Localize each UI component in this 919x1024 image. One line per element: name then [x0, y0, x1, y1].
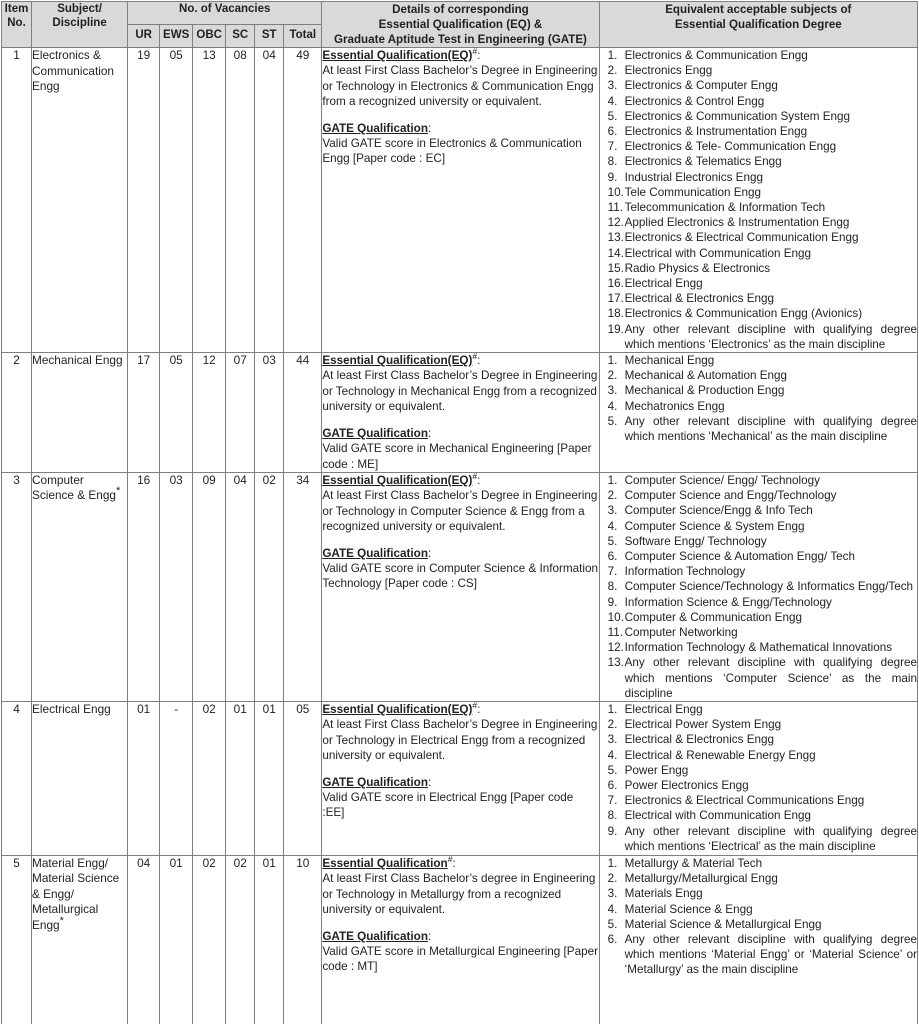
list-item: [600, 124, 917, 139]
cell-item-no: 4: [2, 701, 32, 855]
list-item-number: 2.: [607, 369, 618, 383]
list-item-number: 1.: [607, 354, 618, 368]
list-item: [600, 63, 917, 78]
list-item-number: 10.: [607, 610, 624, 624]
gate-heading: [322, 929, 598, 944]
cell-vacancy-sc: 04: [226, 472, 255, 701]
gate-heading: [322, 775, 598, 790]
list-item-number: 9.: [607, 595, 618, 609]
cell-vacancy-ews: 05: [160, 48, 193, 353]
eq-heading-colon: :: [452, 856, 456, 870]
cell-item-no: 5: [2, 855, 32, 1024]
cell-vacancy-obc: 02: [193, 701, 226, 855]
subject-star-marker: *: [59, 915, 64, 928]
list-item-number: 19.: [607, 322, 624, 336]
cell-item-no: 3: [2, 472, 32, 701]
list-item-number: 2.: [607, 718, 618, 732]
list-item-number: 6.: [607, 778, 618, 792]
list-item-label: Electronics & Communication Engg: [624, 49, 808, 62]
subject-label: Electrical Engg: [32, 701, 111, 716]
list-item: [600, 824, 917, 854]
cell-vacancy-ews: -: [160, 701, 193, 855]
gate-heading: [322, 121, 598, 136]
list-item: [600, 473, 917, 488]
list-item: [600, 322, 917, 352]
list-item: [600, 778, 917, 793]
eq-heading-label: Essential Qualification: [322, 856, 448, 870]
cell-item-no: 2: [2, 353, 32, 473]
list-item: [600, 534, 917, 549]
list-item-label: Power Electronics Engg: [624, 778, 749, 792]
cell-equivalent-subjects: [599, 48, 917, 353]
list-item-number: 4.: [607, 94, 618, 108]
subject-star-marker: *: [115, 485, 121, 498]
list-item-label: Metallurgy & Material Tech: [624, 856, 763, 870]
list-item: [600, 625, 917, 640]
list-item-label: Applied Electronics & Instrumentation Engg: [624, 216, 850, 230]
list-item-number: 3.: [607, 384, 618, 398]
header-subject: [32, 2, 128, 48]
list-item: [600, 748, 917, 763]
header-details-line2: Essential Qualification (EQ) &: [378, 18, 543, 31]
list-item: [600, 276, 917, 291]
cell-subject: [32, 48, 128, 353]
gate-heading-colon: :: [427, 929, 432, 943]
cell-vacancy-st: 01: [255, 701, 284, 855]
list-item: [600, 856, 917, 871]
header-vacancies: [128, 2, 322, 25]
cell-vacancy-sc: 02: [226, 855, 255, 1024]
list-item-number: 3.: [607, 504, 618, 518]
cell-vacancy-total: 34: [284, 472, 322, 701]
list-item-label: Mechanical & Production Engg: [624, 384, 785, 398]
gate-heading: [322, 426, 598, 441]
list-item: [600, 519, 917, 534]
list-item-label: Telecommunication & Information Tech: [624, 201, 826, 215]
cell-vacancy-obc: 12: [193, 353, 226, 473]
list-item-label: Computer Science & System Engg: [624, 519, 805, 533]
list-item-number: 4.: [607, 399, 618, 413]
list-item: [600, 917, 917, 932]
list-item-label: Any other relevant discipline with qualifying degree which mentions ‘Electronics’ as the main discipline: [624, 322, 917, 351]
gate-text: Valid GATE score in Mechanical Engineering [Paper code : ME]: [322, 442, 592, 471]
list-item-number: 1.: [607, 473, 618, 487]
list-item-number: 1.: [607, 49, 618, 62]
list-item: [600, 399, 917, 414]
cell-eq-details: [322, 48, 599, 353]
list-item: [600, 871, 917, 886]
eq-heading-colon: :: [477, 473, 481, 487]
cell-subject: [32, 353, 128, 473]
list-item-label: Any other relevant discipline with qualifying degree which mentions ‘Computer Science’ as the main discipline: [624, 656, 917, 700]
gate-heading-label: GATE Qualification: [322, 775, 428, 789]
gate-heading-colon: :: [427, 121, 432, 135]
list-item: [600, 732, 917, 747]
eq-heading-label: Essential Qualification(EQ): [322, 49, 473, 62]
cell-eq-details: [322, 855, 599, 1024]
list-item: [600, 610, 917, 625]
cell-item-no: 1: [2, 48, 32, 353]
cell-equivalent-subjects: [599, 353, 917, 473]
subject-label: Mechanical Engg: [32, 353, 123, 368]
list-item-number: 14.: [607, 246, 624, 260]
gate-heading-colon: :: [427, 426, 432, 440]
eq-heading: Essential Qualification(EQ)#:: [322, 471, 481, 487]
eq-heading-colon: :: [477, 49, 481, 62]
list-item-label: Electrical with Communication Engg: [624, 809, 812, 823]
list-item-label: Material Science & Metallurgical Engg: [624, 917, 822, 931]
list-item: [600, 261, 917, 276]
list-item-number: 8.: [607, 155, 618, 169]
list-item-label: Electronics & Computer Engg: [624, 79, 778, 93]
list-item-label: Electrical & Electronics Engg: [624, 292, 775, 306]
list-item: [600, 230, 917, 245]
gate-text: Valid GATE score in Computer Science & Information Technology [Paper code : CS]: [322, 561, 598, 591]
cell-eq-details: [322, 472, 599, 701]
cell-vacancy-total: 10: [284, 855, 322, 1024]
list-item: [600, 215, 917, 230]
list-item-label: Electrical & Renewable Energy Engg: [624, 748, 816, 762]
list-item: [600, 185, 917, 200]
list-item-label: Mechanical Engg: [624, 354, 715, 368]
list-item-label: Electrical & Electronics Engg: [624, 733, 775, 747]
list-item-number: 5.: [607, 109, 618, 123]
list-item: [600, 170, 917, 185]
eq-heading: Essential Qualification(EQ)#:: [322, 700, 481, 716]
cell-vacancy-total: 49: [284, 48, 322, 353]
gate-text: Valid GATE score in Metallurgical Engineering [Paper code : MT]: [322, 944, 598, 974]
list-item-number: 7.: [607, 140, 618, 154]
header-equivalent-line1: Equivalent acceptable subjects of: [665, 3, 852, 16]
cell-vacancy-ews: 03: [160, 472, 193, 701]
list-item: [600, 48, 917, 63]
cell-vacancy-st: 03: [255, 353, 284, 473]
list-item-label: Electronics & Communication Engg (Avionics): [624, 307, 863, 321]
eq-heading: Essential Qualification#:: [322, 854, 456, 870]
list-item-label: Computer Science/Engg & Info Tech: [624, 504, 813, 518]
eq-heading-label: Essential Qualification(EQ): [322, 354, 473, 368]
cell-vacancy-st: 01: [255, 855, 284, 1024]
list-item-number: 13.: [607, 656, 624, 670]
eq-heading: Essential Qualification(EQ)#:: [322, 46, 481, 62]
subject-label: Material Engg/ Material Science & Engg/ Metallurgical Engg: [32, 855, 120, 932]
list-item-label: Electronics & Telematics Engg: [624, 155, 782, 169]
gate-heading-label: GATE Qualification: [322, 929, 428, 943]
list-item-label: Computer Science/ Engg/ Technology: [624, 473, 820, 487]
gate-heading-label: GATE Qualification: [322, 426, 428, 440]
list-item-label: Tele Communication Engg: [624, 185, 762, 199]
eq-spacer: [322, 110, 598, 121]
header-col-obc: OBC: [193, 25, 226, 48]
header-col-st: ST: [255, 25, 284, 48]
list-item-label: Information Technology & Mathematical Innovations: [624, 641, 893, 655]
list-item-label: Computer Science & Automation Engg/ Tech: [624, 549, 856, 563]
header-col-total: Total: [284, 25, 322, 48]
cell-vacancy-obc: 13: [193, 48, 226, 353]
list-item-label: Power Engg: [624, 763, 689, 777]
list-item-label: Electronics & Instrumentation Engg: [624, 125, 808, 139]
equivalent-subject-list: [600, 702, 917, 854]
list-item: [600, 306, 917, 321]
list-item-label: Computer Science/Technology & Informatics Engg/Tech: [624, 580, 914, 594]
list-item: [600, 793, 917, 808]
list-item-number: 3.: [607, 733, 618, 747]
list-item-label: Software Engg/ Technology: [624, 534, 767, 548]
list-item-number: 12.: [607, 641, 624, 655]
list-item-number: 9.: [607, 170, 618, 184]
list-item-label: Electrical with Communication Engg: [624, 246, 812, 260]
list-item-number: 4.: [607, 748, 618, 762]
list-item-number: 17.: [607, 292, 624, 306]
list-item-number: 7.: [607, 794, 618, 808]
header-item-no-label: Item No.: [4, 3, 29, 29]
list-item: [600, 368, 917, 383]
subject-label: Computer Science & Engg: [32, 472, 116, 503]
list-item-label: Mechanical & Automation Engg: [624, 369, 788, 383]
cell-vacancy-ews: 01: [160, 855, 193, 1024]
list-item-number: 8.: [607, 580, 618, 594]
list-item-label: Electronics & Communication System Engg: [624, 109, 851, 123]
header-equivalent: [599, 2, 917, 48]
cell-vacancy-sc: 01: [226, 701, 255, 855]
header-col-sc: SC: [226, 25, 255, 48]
list-item-label: Metallurgy/Metallurgical Engg: [624, 872, 778, 886]
gate-heading-label: GATE Qualification: [322, 546, 428, 560]
vacancy-table: [1, 1, 918, 1024]
list-item: [600, 154, 917, 169]
list-item: [600, 564, 917, 579]
cell-vacancy-obc: 02: [193, 855, 226, 1024]
gate-text: Valid GATE score in Electronics & Communication Engg [Paper code : EC]: [322, 137, 582, 166]
table-row: [2, 48, 918, 353]
list-item: [600, 488, 917, 503]
cell-vacancy-ur: 19: [128, 48, 160, 353]
list-item: [600, 291, 917, 306]
table-row: [2, 472, 918, 701]
list-item-label: Electronics & Tele- Communication Engg: [624, 140, 837, 154]
eq-heading-colon: :: [477, 702, 481, 716]
equivalent-subject-list: [600, 473, 917, 701]
cell-equivalent-subjects: [599, 701, 917, 855]
list-item-label: Electronics & Electrical Communication Engg: [624, 231, 859, 245]
eq-heading-colon: :: [477, 354, 481, 368]
list-item-number: 2.: [607, 489, 618, 503]
header-row-1: [2, 2, 918, 25]
cell-vacancy-ur: 04: [128, 855, 160, 1024]
list-item: [600, 702, 917, 717]
list-item-label: Material Science & Engg: [624, 902, 753, 916]
list-item: [600, 383, 917, 398]
list-item-number: 11.: [607, 201, 623, 215]
cell-eq-details: [322, 701, 599, 855]
list-item-number: 1.: [607, 702, 618, 716]
list-item-number: 5.: [607, 414, 618, 428]
list-item-number: 3.: [607, 887, 618, 901]
list-item: [600, 808, 917, 823]
table-header: [2, 2, 918, 48]
gate-heading-colon: :: [427, 775, 432, 789]
gate-heading: [322, 546, 598, 561]
gate-heading-label: GATE Qualification: [322, 121, 428, 135]
list-item-number: 16.: [607, 277, 624, 291]
cell-subject: [32, 472, 128, 701]
list-item-label: Electrical Power System Engg: [624, 718, 782, 732]
list-item: [600, 886, 917, 901]
cell-equivalent-subjects: [599, 472, 917, 701]
list-item: [600, 246, 917, 261]
list-item-label: Any other relevant discipline with qualifying degree which mentions ‘Electrical’ as the main discipline: [624, 824, 917, 853]
list-item-label: Electronics & Electrical Communications Engg: [624, 794, 865, 808]
list-item: [600, 902, 917, 917]
table-row: [2, 701, 918, 855]
list-item-label: Information Science & Engg/Technology: [624, 595, 832, 609]
list-item-label: Mechatronics Engg: [624, 399, 725, 413]
list-item-label: Computer Networking: [624, 625, 738, 639]
gate-text: Valid GATE score in Electrical Engg [Paper code :EE]: [322, 790, 574, 820]
list-item-number: 15.: [607, 261, 624, 275]
cell-subject: [32, 855, 128, 1024]
list-item-number: 4.: [607, 519, 618, 533]
list-item-label: Electronics & Control Engg: [624, 94, 765, 108]
list-item-number: 5.: [607, 763, 618, 777]
cell-vacancy-ur: 16: [128, 472, 160, 701]
eq-text: At least First Class Bachelor’s Degree in Engineering or Technology in Electronics & Communication Engg from a recognized university or equivalent.: [322, 64, 598, 109]
eq-spacer: [322, 535, 598, 546]
cell-vacancy-sc: 07: [226, 353, 255, 473]
list-item-number: 6.: [607, 549, 618, 563]
list-item: [600, 109, 917, 124]
cell-vacancy-obc: 09: [193, 472, 226, 701]
list-item: [600, 414, 917, 444]
list-item-number: 10.: [607, 185, 624, 199]
list-item: [600, 200, 917, 215]
header-col-ur: UR: [128, 25, 160, 48]
eq-spacer: [322, 918, 598, 929]
list-item-label: Industrial Electronics Engg: [624, 170, 763, 184]
header-details: [322, 2, 599, 48]
cell-vacancy-total: 44: [284, 353, 322, 473]
table-row: [2, 855, 918, 1024]
list-item-number: 7.: [607, 565, 618, 579]
table-row: [2, 353, 918, 473]
cell-vacancy-sc: 08: [226, 48, 255, 353]
list-item-number: 13.: [607, 231, 624, 245]
cell-eq-details: [322, 353, 599, 473]
equivalent-subject-list: [600, 353, 917, 444]
list-item: [600, 655, 917, 701]
header-details-line1: Details of corresponding: [392, 3, 529, 16]
list-item-label: Electrical Engg: [624, 277, 703, 291]
list-item: [600, 139, 917, 154]
list-item: [600, 94, 917, 109]
list-item-number: 5.: [607, 534, 618, 548]
list-item: [600, 640, 917, 655]
subject-label: Electronics & Communication Engg: [32, 48, 114, 93]
list-item-label: Computer Science and Engg/Technology: [624, 489, 837, 503]
eq-heading: Essential Qualification(EQ)#:: [322, 351, 481, 368]
header-item-no: [2, 2, 32, 48]
list-item-number: 8.: [607, 809, 618, 823]
list-item: [600, 549, 917, 564]
cell-vacancy-st: 02: [255, 472, 284, 701]
list-item-number: 1.: [607, 856, 618, 870]
header-col-ews: EWS: [160, 25, 193, 48]
cell-vacancy-ur: 17: [128, 353, 160, 473]
list-item-number: 2.: [607, 872, 618, 886]
list-item-number: 6.: [607, 125, 618, 139]
list-item: [600, 717, 917, 732]
eq-text: At least First Class Bachelor’s Degree in Engineering or Technology in Electrical Engg from a recognized university or equivalent.: [322, 718, 598, 763]
list-item: [600, 932, 917, 978]
list-item-number: 11.: [607, 625, 623, 639]
eq-spacer: [322, 764, 598, 775]
list-item: [600, 595, 917, 610]
cell-vacancy-total: 05: [284, 701, 322, 855]
list-item-number: 18.: [607, 307, 624, 321]
eq-text: At least First Class Bachelor’s Degree in Engineering or Technology in Mechanical Engg from a recognized university or equivalent.: [322, 369, 598, 414]
eq-spacer: [322, 415, 598, 426]
list-item-label: Any other relevant discipline with qualifying degree which mentions ‘Mechanical’ as the main discipline: [624, 414, 917, 444]
eq-text: At least First Class Bachelor’s Degree in Engineering or Technology in Computer Science & Engg from a recognized university or equivalent.: [322, 489, 598, 534]
list-item-label: Electrical Engg: [624, 702, 703, 716]
list-item: [600, 763, 917, 778]
list-item: [600, 78, 917, 93]
eq-heading-label: Essential Qualification(EQ): [322, 473, 473, 487]
cell-vacancy-st: 04: [255, 48, 284, 353]
cell-equivalent-subjects: [599, 855, 917, 1024]
list-item-label: Materials Engg: [624, 887, 703, 901]
list-item-number: 12.: [607, 216, 624, 230]
table-body: [2, 48, 918, 1024]
eq-heading-label: Essential Qualification(EQ): [322, 702, 473, 716]
list-item-label: Information Technology: [624, 565, 746, 579]
list-item-number: 6.: [607, 932, 618, 946]
header-equivalent-line2: Essential Qualification Degree: [674, 18, 842, 31]
list-item-label: Computer & Communication Engg: [624, 610, 802, 624]
gate-heading-colon: :: [427, 546, 432, 560]
list-item-number: 4.: [607, 902, 618, 916]
eq-text: At least First Class Bachelor’s degree in Engineering or Technology in Metallurgy from a recognized university or equivalent.: [322, 872, 596, 917]
list-item-number: 9.: [607, 824, 618, 838]
list-item: [600, 503, 917, 518]
list-item-label: Radio Physics & Electronics: [624, 261, 771, 275]
cell-vacancy-ur: 01: [128, 701, 160, 855]
cell-subject: [32, 701, 128, 855]
list-item-label: Any other relevant discipline with qualifying degree which mentions ‘Material Engg’ or ‘Material Science’ or ‘Metallurgy’ as the main discipline: [624, 932, 917, 977]
equivalent-subject-list: [600, 856, 917, 978]
list-item-label: Electronics Engg: [624, 64, 713, 78]
header-vacancies-label: No. of Vacancies: [179, 3, 271, 15]
header-subject-label: Subject/ Discipline: [52, 3, 107, 29]
list-item: [600, 353, 917, 368]
equivalent-subject-list: [600, 48, 917, 352]
header-details-line3: Graduate Aptitude Test in Engineering (GATE): [334, 33, 587, 46]
list-item-number: 3.: [607, 79, 618, 93]
list-item-number: 2.: [607, 64, 618, 78]
list-item: [600, 579, 917, 594]
cell-vacancy-ews: 05: [160, 353, 193, 473]
list-item-number: 5.: [607, 917, 618, 931]
